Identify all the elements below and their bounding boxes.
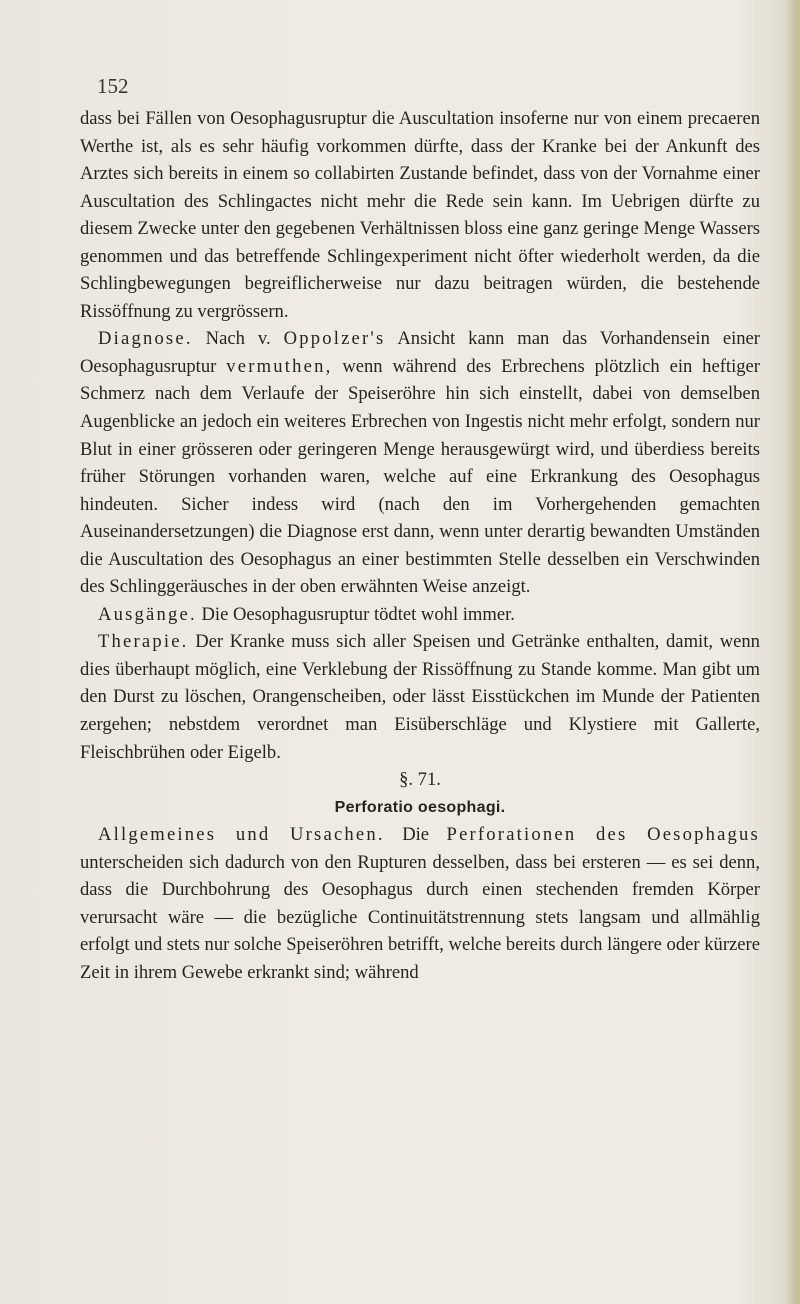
paragraph-diagnose: [80, 325, 760, 600]
page-number: 152: [97, 74, 129, 98]
allgemeines-emphasis: Perforationen des Oesophagus: [446, 824, 760, 846]
paragraph-ausgaenge: [80, 601, 760, 629]
diagnose-emphasis: vermuthen,: [226, 355, 333, 377]
page-edge: [786, 0, 800, 1304]
therapie-text: Der Kranke muss sich aller Speisen und Getränke enthalten, damit, wenn dies überhaupt möglich, eine Verklebung der Rissöffnung zu Stande komme. Man gibt um den Durst zu löschen, Orangenscheiben, oder lässt Eisstückchen im Munde der Patienten zergehen; nebstdem verordnet man Eisüberschläge und Klystiere mit Gallerte, Fleischbrühen oder Eigelb.: [80, 631, 760, 763]
diagnose-text-3: wenn während des Erbrechens plötzlich ein heftiger Schmerz nach dem Verlaufe der Speiseröhre hin sich einstellt, dabei von demselben Augenblicke an jedoch ein weiteres Erbrechen von Ingestis nicht mehr erfolgt, sondern nur Blut in einer grösseren oder geringeren Menge herausgewürgt wird, und überdiess bereits früher Störungen vorhanden waren, welche auf eine Erkrankung des Oesophagus hindeuten. Sicher indess wird (nach den im Vorhergehenden gemachten Auseinandersetzungen) die Diagnose erst dann, wenn unter derartig bewandten Umständen die Auscultation des Oesophagus an einer bestimmten Stelle desselben ein Verschwinden des Schlinggeräusches in der oben erwähnten Weise anzeigt.: [80, 355, 760, 598]
section-title: Perforatio oesophagi.: [334, 798, 506, 816]
diagnose-text-1: Nach v.: [205, 328, 271, 350]
paragraph-auscultation: dass bei Fällen von Oesophagusruptur die Auscultation insoferne nur von einem precaeren Werthe ist, als es sehr häufig vorkommen dürfte, dass der Kranke bei der Ankunft des Arztes sich bereits in einem so collabirten Zustande befindet, dass von der Vornahme einer Auscultation des Schlingactes nicht mehr die Rede sein kann. Im Uebrigen dürfte zu diesem Zwecke unter den gegebenen Verhältnissen bloss eine ganz geringe Menge Wassers genommen und das betreffende Schlingexperiment nicht öfter wiederholt werden, da die Schlingbewegungen begreiflicherweise nur dazu beitragen würden, die bestehende Rissöffnung zu vergrössern.: [80, 108, 760, 322]
allgemeines-text-2: unterscheiden sich dadurch von den Rupturen desselben, dass bei ersteren — es sei denn, dass die Durchbohrung des Oesophagus durch einen stechenden fremden Körper verursacht wäre — die bezügliche Continuitätstrennung stets langsam und allmählig erfolgt und stets nur solche Speiseröhren betrifft, welche bereits durch längere oder kürzere Zeit in ihrem Gewebe erkrankt sind; während: [80, 851, 760, 983]
allgemeines-heading: Allgemeines und Ursachen.: [98, 824, 385, 846]
paragraph-therapie: [80, 628, 760, 766]
therapie-heading: Therapie.: [98, 631, 189, 653]
body-text: [80, 105, 760, 987]
diagnose-heading: Diagnose.: [98, 328, 193, 350]
paragraph-allgemeines: [80, 821, 760, 986]
section-number: §. 71.: [399, 769, 441, 791]
ausgaenge-heading: Ausgänge.: [98, 603, 197, 625]
allgemeines-text-1: Die: [402, 824, 430, 846]
ausgaenge-text: Die Oesophagusruptur tödtet wohl immer.: [201, 603, 515, 625]
diagnose-text-2: Ansicht kann man das Vorhandensein einer Oesophagusruptur: [80, 328, 760, 377]
author-name: Oppolzer's: [283, 328, 386, 350]
